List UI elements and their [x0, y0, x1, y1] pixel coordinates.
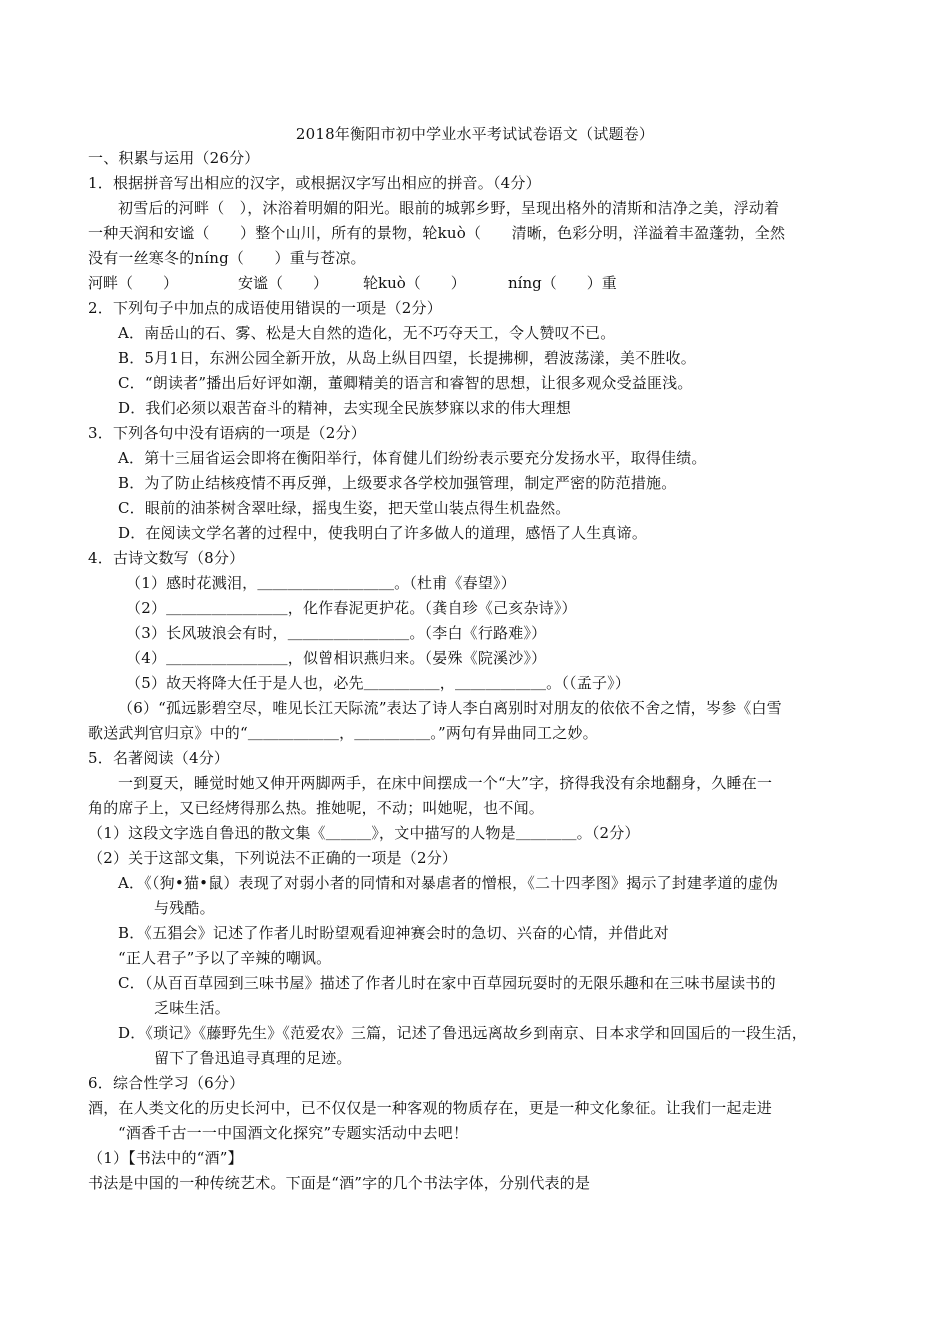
question-5-passage-line: 一到夏天，睡觉时她又伸开两脚两手，在床中间摆成一个“大”字，挤得我没有余地翻身，久睡在一	[118, 774, 773, 792]
question-3-stem: 3．下列各句中没有语病的一项是（2分）	[88, 424, 366, 442]
question-1-passage-line: 没有一丝寒冬的níng（ ）重与苍凉。	[88, 249, 366, 267]
question-5-sub-1: （1）这段文字选自鲁迅的散文集《＿＿＿》，文中描写的人物是＿＿＿＿。（2分）	[88, 824, 640, 842]
question-2-stem: 2．下列句子中加点的成语使用错误的一项是（2分）	[88, 299, 442, 317]
question-5-stem: 5．名著阅读（4分）	[88, 749, 230, 767]
question-5-passage-line: 角的席子上，又已经烤得那么热。推她呢，不动；叫她呢，也不闻。	[88, 799, 545, 817]
question-4-item: （2）＿＿＿＿＿＿＿＿，化作春泥更护花。（龚自珍《己亥杂诗》）	[126, 599, 577, 617]
pinyin-blank: 河畔（ ）	[88, 274, 179, 292]
question-4-item: （6）“孤远影碧空尽，唯见长江天际流”表达了诗人李白离别时对朋友的依依不舍之情，岑参《白雪	[118, 699, 782, 717]
question-4-item: （3）长风玻浪会有时，＿＿＿＿＿＿＿＿。（李白《行路难》）	[126, 624, 547, 642]
question-4-item: （5）故天将降大任于是人也，必先＿＿＿＿＿，＿＿＿＿＿＿。（（孟子》）	[126, 674, 631, 692]
question-6-sub-1: （1）【书法中的“酒”】	[88, 1149, 243, 1167]
question-6-intro-line: “酒香千古一一中国酒文化探究”专题实活动中去吧！	[118, 1124, 469, 1142]
pinyin-blank: 安谧（ ）	[238, 274, 329, 292]
question-3-option: B．为了防止结核疫情不再反弹，上级要求各学校加强管理，制定严密的防范措施。	[118, 474, 677, 492]
question-1-stem: 1．根据拼音写出相应的汉字，或根据汉字写出相应的拼音。（4分）	[88, 174, 541, 192]
section-heading: 一、积累与运用（26分）	[88, 149, 260, 167]
question-2-option: B．5月1日，东洲公园全新开放，从岛上纵目四望，长提拂柳，碧波荡漾，美不胜收。	[118, 349, 696, 367]
pinyin-blank: 轮kuò（ ）	[363, 274, 466, 292]
question-5-sub-2: （2）关于这部文集，下列说法不正确的一项是（2分）	[88, 849, 458, 867]
question-5-option: D．《琐记》《藤野先生》《范爱农》三篇，记述了鲁迅远离故乡到南京、日本求学和回国后的一段生活，	[118, 1024, 807, 1042]
question-5-option: B．《五猖会》记述了作者儿时盼望观看迎神赛会时的急切、兴奋的心情，并借此对	[118, 924, 669, 942]
question-5-option-cont: 乏味生活。	[154, 999, 231, 1017]
question-4-item: 歌送武判官归京》中的“＿＿＿＿＿＿，＿＿＿＿＿。”两句有异曲同工之妙。	[88, 724, 598, 742]
page-title: 2018年衡阳市初中学业水平考试试卷语文（试题卷）	[295, 125, 655, 143]
question-4-stem: 4．古诗文数写（8分）	[88, 549, 245, 567]
question-2-option: A．南岳山的石、雾、松是大自然的造化，无不巧夺天工，令人赞叹不已。	[118, 324, 616, 342]
question-5-option: C．（从百百草园到三味书屋》描述了作者儿时在家中百草园玩耍时的无限乐趣和在三味书屋读书的	[118, 974, 776, 992]
question-5-option-cont: “正人君子”予以了辛辣的嘲讽。	[118, 949, 332, 967]
question-6-sub-1-text: 书法是中国的一种传统艺术。下面是“酒”字的几个书法字体，分别代表的是	[88, 1174, 591, 1192]
pinyin-blank: níng（ ）重	[508, 274, 617, 292]
question-4-item: （1）感时花溅泪，＿＿＿＿＿＿＿＿＿。（杜甫《春望》）	[126, 574, 516, 592]
question-5-option-cont: 与残酷。	[154, 899, 215, 917]
question-1-passage-line: 一种天润和安谧（ ）整个山川，所有的景物，轮kuò（ 清晰，色彩分明，洋溢着丰盈蓬勃，全然	[88, 224, 786, 242]
question-2-option: D．我们必须以艰苦奋斗的精神，去实现全民族梦寐以求的伟大理想	[118, 399, 572, 417]
question-2-option: C．“朗读者”播出后好评如潮，董卿精美的语言和睿智的思想，让很多观众受益匪浅。	[118, 374, 693, 392]
question-6-intro-line: 酒，在人类文化的历史长河中，已不仅仅是一种客观的物质存在，更是一种文化象征。让我们一起走进	[88, 1099, 773, 1117]
question-4-item: （4）＿＿＿＿＿＿＿＿，似曾相识燕归来。（晏殊《院溪沙》）	[126, 649, 547, 667]
question-5-option: A．《（狗•猫•鼠）表现了对弱小者的同情和对暴虐者的憎根，《二十四孝图》揭示了封建孝道的虚伪	[118, 874, 779, 892]
question-3-option: C．眼前的油茶树含翠吐绿，摇曳生姿，把天堂山装点得生机盎然。	[118, 499, 571, 517]
question-3-option: D．在阅读文学名著的过程中，使我明白了许多做人的道理，感悟了人生真谛。	[118, 524, 648, 542]
question-1-passage-line: 初雪后的河畔（ ），沐浴着明媚的阳光。眼前的城郭乡野，呈现出格外的清斯和洁净之美，浮动着	[118, 199, 780, 217]
question-5-option-cont: 留下了鲁迅追寻真理的足迹。	[154, 1049, 352, 1067]
question-3-option: A．第十三届省运会即将在衡阳举行，体育健儿们纷纷表示要充分发扬水平，取得佳绩。	[118, 449, 707, 467]
question-6-stem: 6．综合性学习（6分）	[88, 1074, 245, 1092]
